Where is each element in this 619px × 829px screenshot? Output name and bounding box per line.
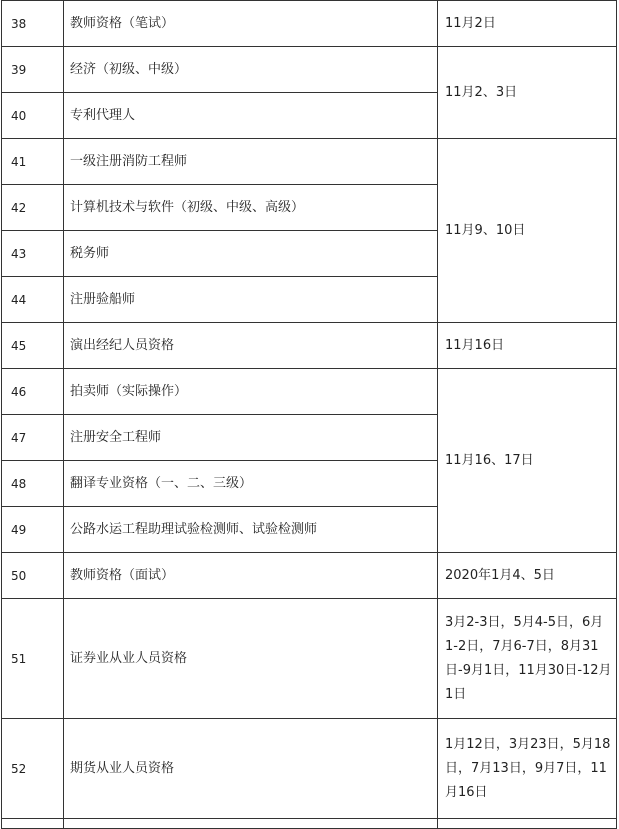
row-number: 49: [2, 507, 64, 553]
exam-date: 3月2-3日，5月4-5日，6月1-2日，7月6-7日，8月31日-9月1日，11月30日-12月1日: [438, 599, 617, 719]
row-number: 45: [2, 323, 64, 369]
row-number: 47: [2, 415, 64, 461]
exam-date: 11月9、10日: [438, 139, 617, 323]
cut-off-cell: [438, 819, 617, 829]
exam-name: 计算机技术与软件（初级、中级、高级）: [64, 185, 438, 231]
row-number: 48: [2, 461, 64, 507]
exam-name: 经济（初级、中级）: [64, 47, 438, 93]
table-row: [2, 323, 617, 369]
exam-name: 注册验船师: [64, 277, 438, 323]
row-number: 41: [2, 139, 64, 185]
exam-name: 教师资格（面试）: [64, 553, 438, 599]
exam-name: 教师资格（笔试）: [64, 1, 438, 47]
table-row: [2, 369, 617, 415]
table-row: [2, 47, 617, 93]
exam-name: 演出经纪人员资格: [64, 323, 438, 369]
row-number: 52: [2, 719, 64, 819]
exam-name: 期货从业人员资格: [64, 719, 438, 819]
row-number: 50: [2, 553, 64, 599]
cut-off-cell: [64, 819, 438, 829]
exam-date: 2020年1月4、5日: [438, 553, 617, 599]
row-number: 43: [2, 231, 64, 277]
exam-name: 证券业从业人员资格: [64, 599, 438, 719]
row-number: 39: [2, 47, 64, 93]
exam-date: 11月16日: [438, 323, 617, 369]
table-row: [2, 553, 617, 599]
exam-name: 专利代理人: [64, 93, 438, 139]
row-number: 42: [2, 185, 64, 231]
table-row: [2, 1, 617, 47]
exam-date: 1月12日，3月23日，5月18日，7月13日，9月7日，11月16日: [438, 719, 617, 819]
row-number: 38: [2, 1, 64, 47]
exam-date: 11月2、3日: [438, 47, 617, 139]
row-number: 51: [2, 599, 64, 719]
table-row: [2, 819, 617, 829]
row-number: 46: [2, 369, 64, 415]
row-number: 44: [2, 277, 64, 323]
table-row: [2, 599, 617, 719]
row-number: 40: [2, 93, 64, 139]
exam-name: 拍卖师（实际操作）: [64, 369, 438, 415]
exam-name: 公路水运工程助理试验检测师、试验检测师: [64, 507, 438, 553]
table-row: [2, 139, 617, 185]
exam-date: 11月2日: [438, 1, 617, 47]
exam-name: 一级注册消防工程师: [64, 139, 438, 185]
exam-schedule-table: [1, 0, 617, 829]
exam-name: 翻译专业资格（一、二、三级）: [64, 461, 438, 507]
exam-name: 税务师: [64, 231, 438, 277]
cut-off-cell: [2, 819, 64, 829]
exam-date: 11月16、17日: [438, 369, 617, 553]
exam-name: 注册安全工程师: [64, 415, 438, 461]
table-row: [2, 719, 617, 819]
